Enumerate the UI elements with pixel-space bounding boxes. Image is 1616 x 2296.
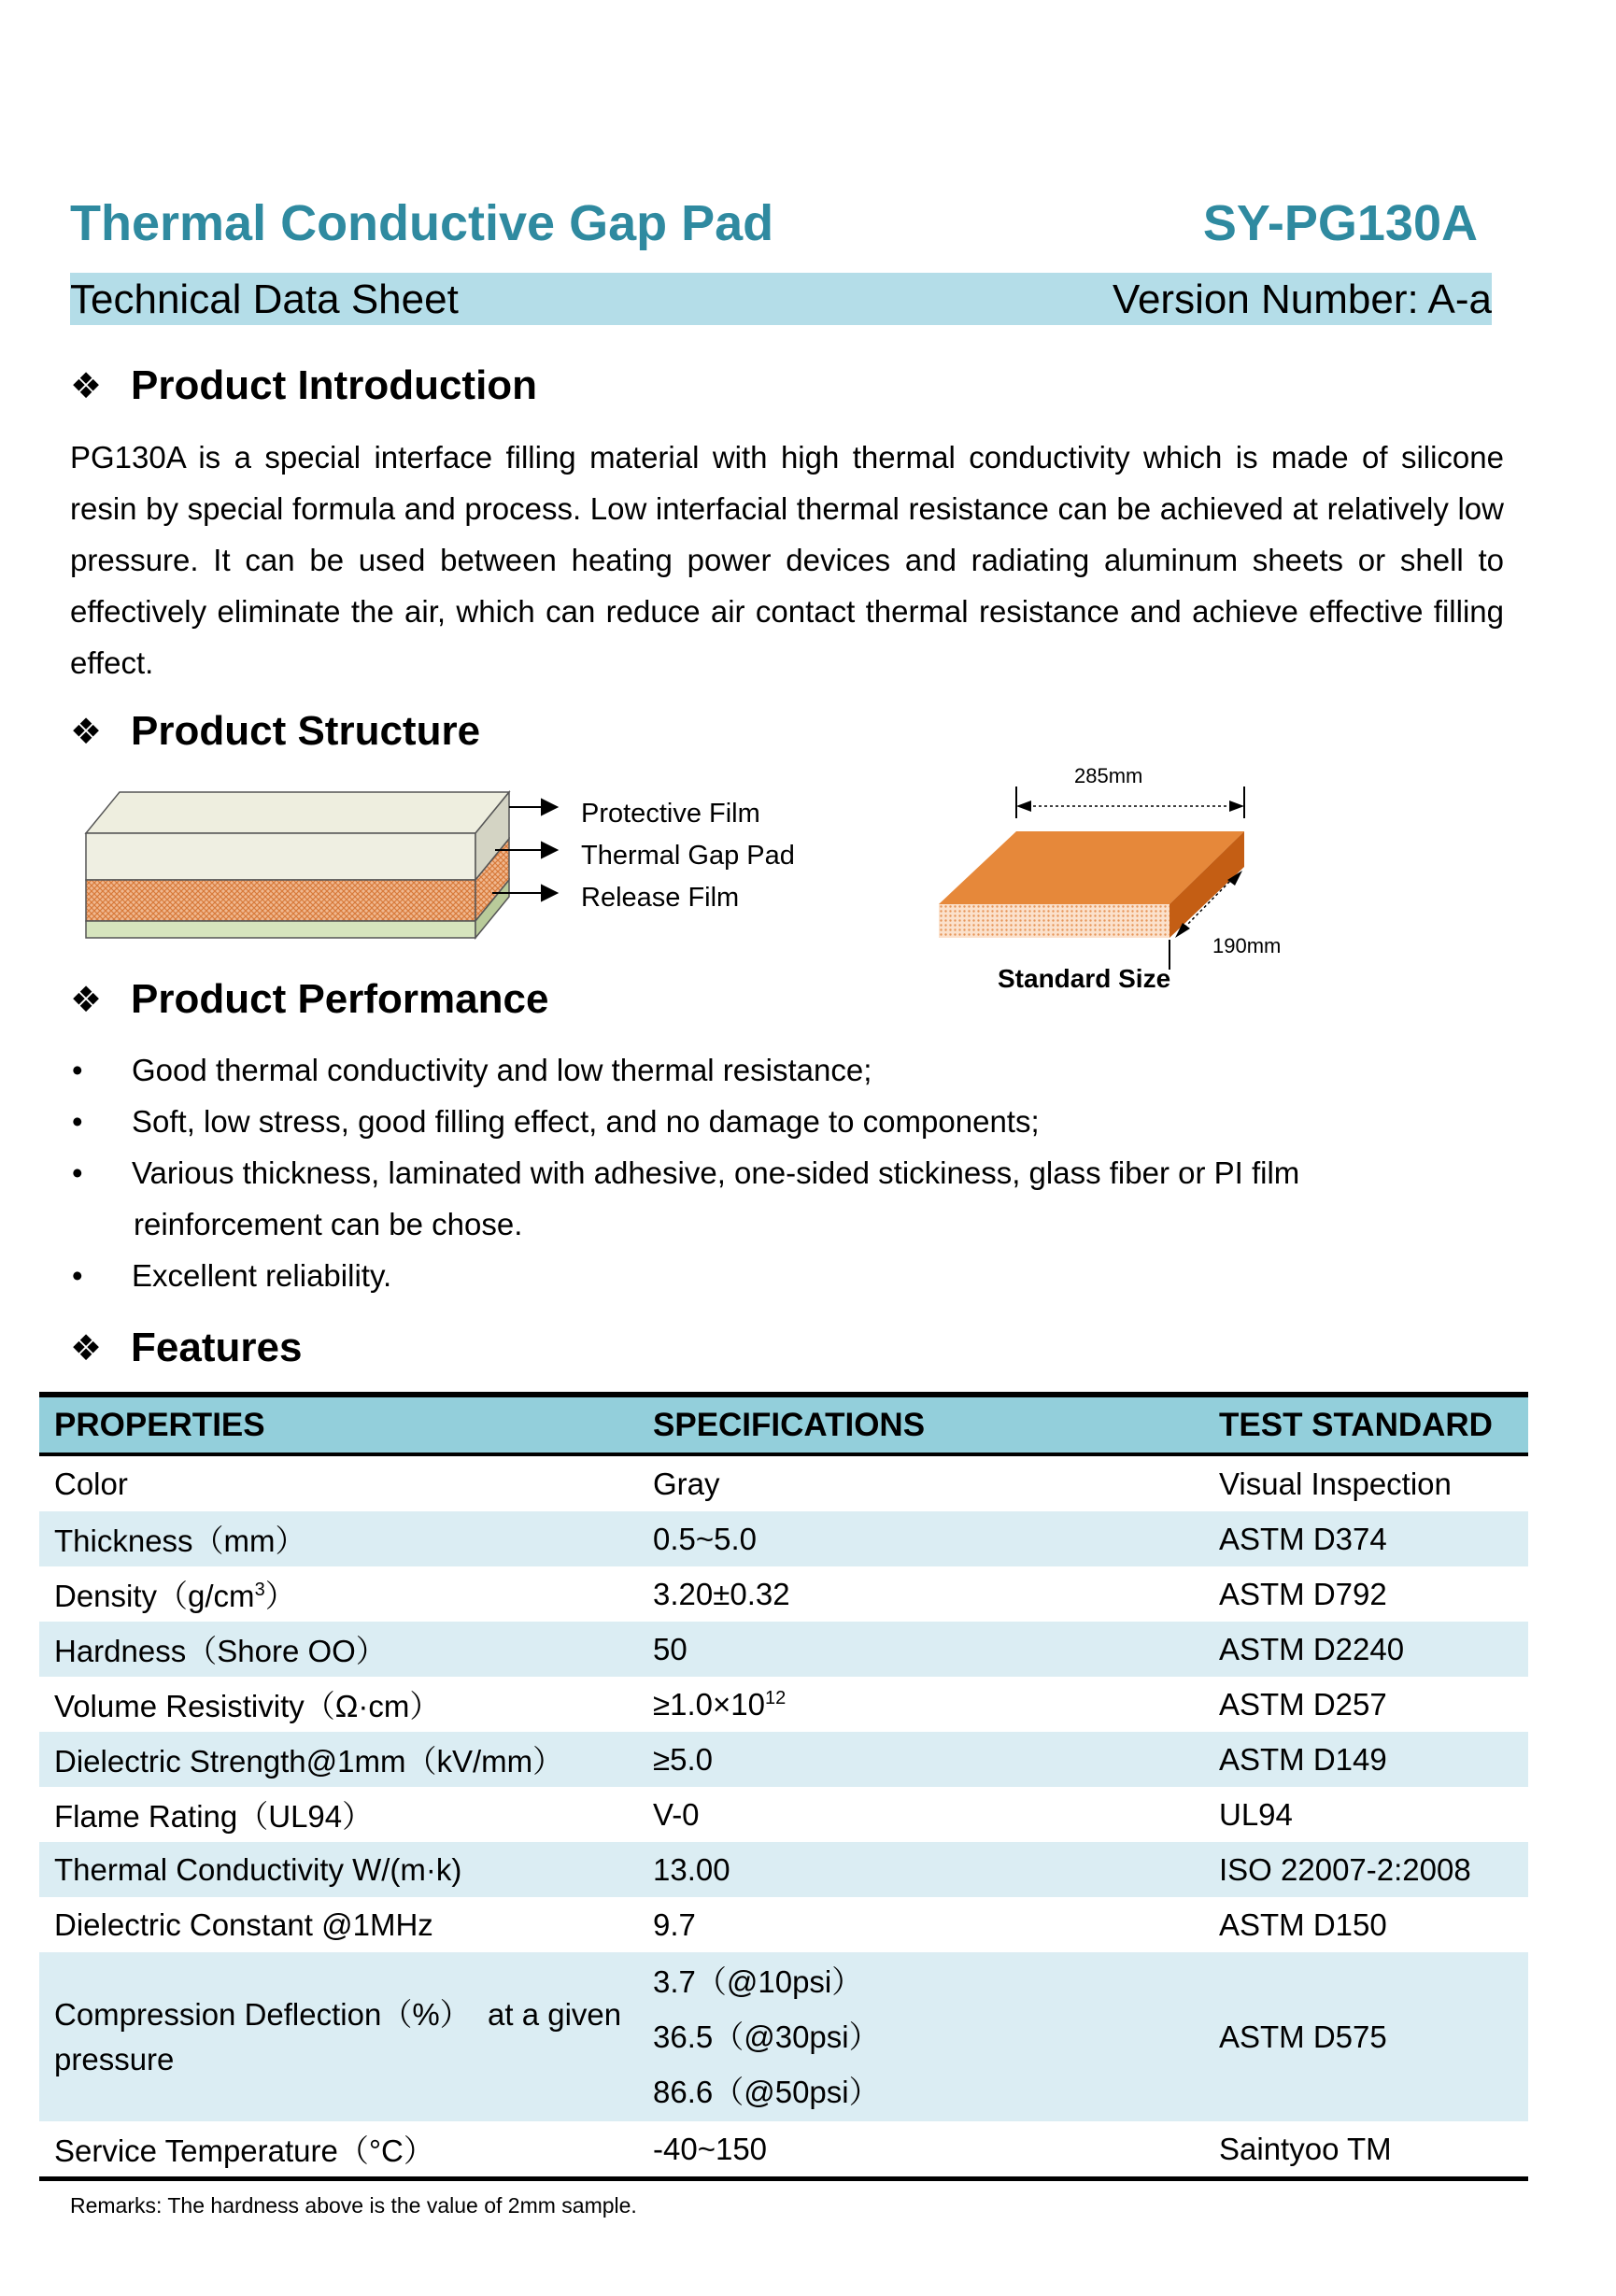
subtitle: Technical Data Sheet <box>70 276 459 322</box>
layer-structure-diagram <box>75 785 598 953</box>
intro-paragraph: PG130A is a special interface filling material with high thermal conductivity which is made of silicone resin by special formula and process. Low interfacial thermal resistance can be achieved at relatively low pressure. It can be used between heating power devices and radiating aluminum sheets or shell to effectively eliminate the air, which can reduce air contact thermal resistance and achieve effective filling effect. <box>70 440 1504 680</box>
gap-pad-layer <box>86 880 475 921</box>
product-code: SY-PG130A <box>1202 195 1478 251</box>
table-row: Volume Resistivity（Ω·cm） $\ge 1.0\times 10^{12}$ ASTM D257 <box>54 1686 1387 1723</box>
structure-heading-text: Product Structure <box>131 708 481 754</box>
remarks-note: Remarks: The hardness above is the value of 2mm sample. <box>70 2193 637 2218</box>
top-face <box>86 792 509 833</box>
table-row: Thermal Conductivity W/(m·k) 13.00 ISO 22007-2:2008 <box>39 1842 1528 1897</box>
document-title: Thermal Conductive Gap Pad <box>70 195 774 251</box>
layer-label-release-film: Release Film <box>581 883 740 913</box>
release-film-layer <box>86 921 475 938</box>
performance-heading <box>70 976 548 1023</box>
table-header-row <box>39 1395 1528 1454</box>
list-item: • Soft, low stress, good filling effect, and no damage to components; <box>72 1104 1040 1139</box>
list-item: • Various thickness, laminated with adhesive, one-sided stickiness, glass fiber or PI film <box>72 1155 1300 1190</box>
version-number: Version Number: A-a <box>1113 276 1492 322</box>
features-heading <box>70 1325 302 1371</box>
table-row: Thickness（mm） 0.5~5.0 ASTM D374 <box>39 1511 1528 1566</box>
list-item: • Good thermal conductivity and low thermal resistance; <box>72 1053 872 1087</box>
features-heading-text: Features <box>131 1325 303 1370</box>
structure-heading <box>70 708 480 755</box>
diamond-bullet-icon: ❖ <box>70 1328 103 1368</box>
table-row: Service Temperature（°C） -40~150 Saintyoo TM <box>54 2131 1392 2168</box>
table-row: Color Gray Visual Inspection <box>54 1466 1452 1501</box>
subtitle-bar <box>70 273 1492 325</box>
intro-heading <box>70 362 537 409</box>
diamond-bullet-icon: ❖ <box>70 980 103 1020</box>
list-item: • Excellent reliability. <box>72 1258 392 1293</box>
diamond-bullet-icon: ❖ <box>70 712 103 752</box>
header-test-standard: TEST STANDARD <box>1204 1395 1528 1454</box>
table-row: $Density(g/cm^3)$ 3.20±0.32 ASTM D792 <box>54 1576 1387 1613</box>
table-row: Hardness（Shore OO） 50 ASTM D2240 <box>39 1622 1528 1677</box>
layer-label-thermal-gap-pad: Thermal Gap Pad <box>581 841 795 871</box>
list-item-continuation: reinforcement can be chose. <box>134 1207 523 1241</box>
slab-front-face <box>939 904 1169 938</box>
size-caption: Standard Size <box>998 964 1171 993</box>
diamond-bullet-icon: ❖ <box>70 366 103 406</box>
size-depth-label: 190mm <box>1212 934 1282 957</box>
size-width-label: 285mm <box>1074 764 1143 787</box>
table-row: Compression Deflection（%） at a given pressure 3.7（@10psi） 36.5（@30psi） 86.6（@50psi） ASTM D575 <box>39 1952 1528 2121</box>
header-properties: PROPERTIES <box>39 1395 638 1454</box>
table-row: Dielectric Strength@1mm（kV/mm） ≥5.0 ASTM D149 <box>39 1732 1528 1787</box>
table-row: Dielectric Constant @1MHz 9.7 ASTM D150 <box>54 1906 1387 1942</box>
performance-list <box>70 1044 1471 1301</box>
table-row: Flame Rating（UL94） V-0 UL94 <box>54 1796 1293 1834</box>
protective-film-layer <box>86 833 475 880</box>
intro-heading-text: Product Introduction <box>131 362 538 408</box>
header-specifications: SPECIFICATIONS <box>638 1395 1204 1454</box>
features-table <box>39 1392 1528 2181</box>
layer-label-protective-film: Protective Film <box>581 799 760 829</box>
performance-heading-text: Product Performance <box>131 976 549 1022</box>
